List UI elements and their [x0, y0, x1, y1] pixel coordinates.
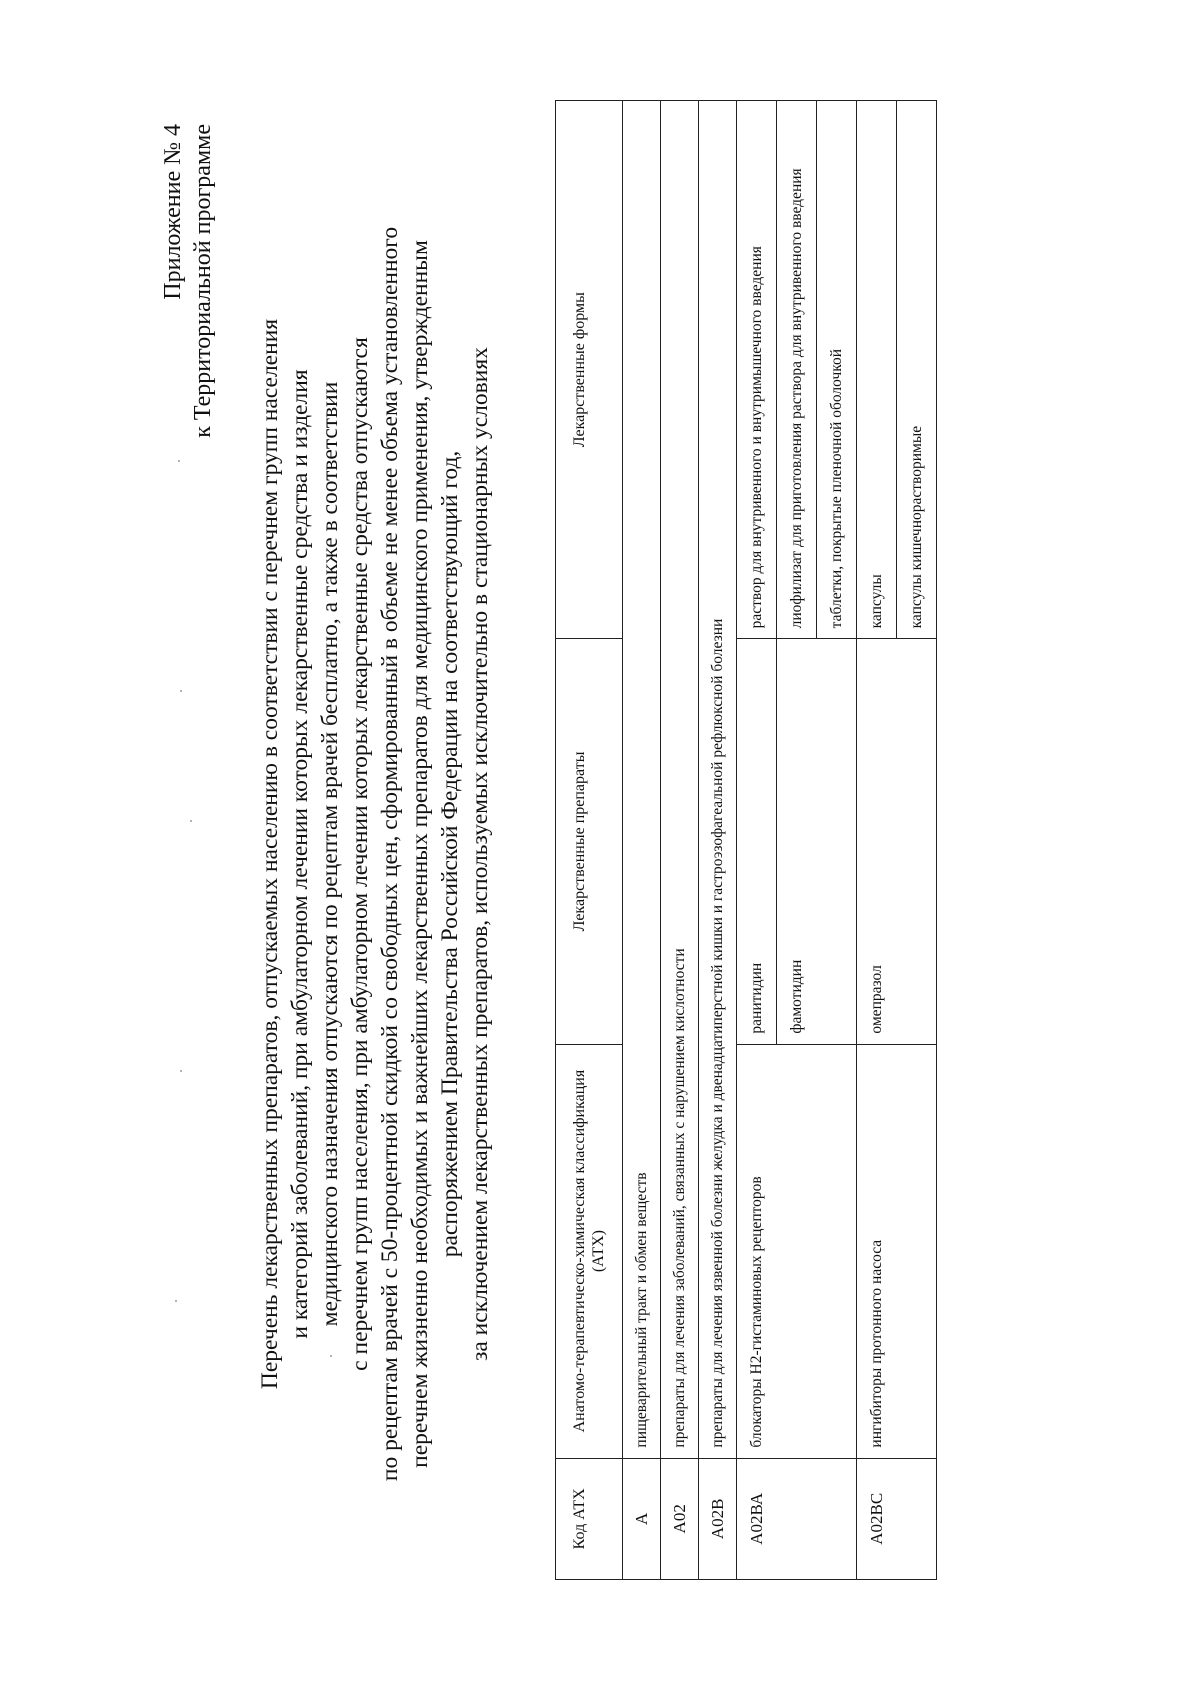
title-line: по рецептам врачей с 50-процентной скидкой со свободных цен, сформированный в объеме не менее объема установленного	[377, 226, 403, 1482]
title-line: Перечень лекарственных препаратов, отпускаемых населению в соответствии с перечнем групп населения	[257, 318, 283, 1390]
row-form: таблетки, покрытые пленочной оболочкой	[817, 101, 857, 639]
appendix-number: Приложение № 4	[160, 124, 186, 300]
appendix-note	[158, 124, 218, 624]
row-code: А02ВА	[737, 1458, 857, 1579]
row-atc: блокаторы Н2-гистаминовых рецепторов	[737, 1044, 857, 1458]
document-title	[255, 94, 495, 1614]
table-row	[661, 101, 699, 1580]
row-code: А02ВС	[857, 1458, 937, 1579]
title-line: перечнем жизненно необходимых и важнейших лекарственных препаратов для медицинского применения, утвержденным	[407, 240, 433, 1468]
row-code: А02	[661, 1458, 699, 1579]
table-row	[737, 101, 777, 1580]
row-drug: фамотидин	[777, 639, 857, 1044]
row-form: капсулы кишечнорастворимые	[897, 101, 937, 639]
title-line: за исключением лекарственных препаратов, используемых исключительно в стационарных условиях	[467, 347, 493, 1361]
row-form: лиофилизат для приготовления раствора для внутривенного введения	[777, 101, 817, 639]
table-header-row	[556, 101, 623, 1580]
title-line: с перечнем групп населения, при амбулаторном лечении которых лекарственные средства отпускаются	[347, 337, 373, 1371]
title-line: медицинского назначения отпускаются по рецептам врачей бесплатно, а также в соответствии	[317, 381, 343, 1327]
appendix-program: к Территориальной программе	[190, 124, 216, 438]
row-code: А	[623, 1458, 661, 1579]
row-section-text: препараты для лечения заболеваний, связанных с нарушением кислотности	[661, 101, 699, 1459]
row-drug: ранитидин	[737, 639, 777, 1044]
row-drug: омепразол	[857, 639, 937, 1044]
title-line: распоряжением Правительства Российской Федерации на соответствующий год,	[437, 450, 463, 1258]
row-section-text: препараты для лечения язвенной болезни желудка и двенадцатиперстной кишки и гастроэзофагеальной рефлюксной болезни	[699, 101, 737, 1459]
header-drug: Лекарственные препараты	[556, 639, 623, 1044]
table-row	[699, 101, 737, 1580]
header-form: Лекарственные формы	[556, 101, 623, 639]
row-atc: ингибиторы протонного насоса	[857, 1044, 937, 1458]
header-code: Код АТХ	[556, 1458, 623, 1579]
table-row	[857, 101, 897, 1580]
header-atc: Анатомо-терапевтическо-химическая классификация (АТХ)	[556, 1044, 623, 1458]
table-row	[623, 101, 661, 1580]
title-line: и категорий заболеваний, при амбулаторном лечении которых лекарственные средства и изделия	[287, 369, 313, 1339]
row-form: капсулы	[857, 101, 897, 639]
drug-list-table	[555, 100, 937, 1580]
row-section-text: пищеварительный тракт и обмен веществ	[623, 101, 661, 1459]
row-form: раствор для внутривенного и внутримышечного введения	[737, 101, 777, 639]
row-code: А02В	[699, 1458, 737, 1579]
